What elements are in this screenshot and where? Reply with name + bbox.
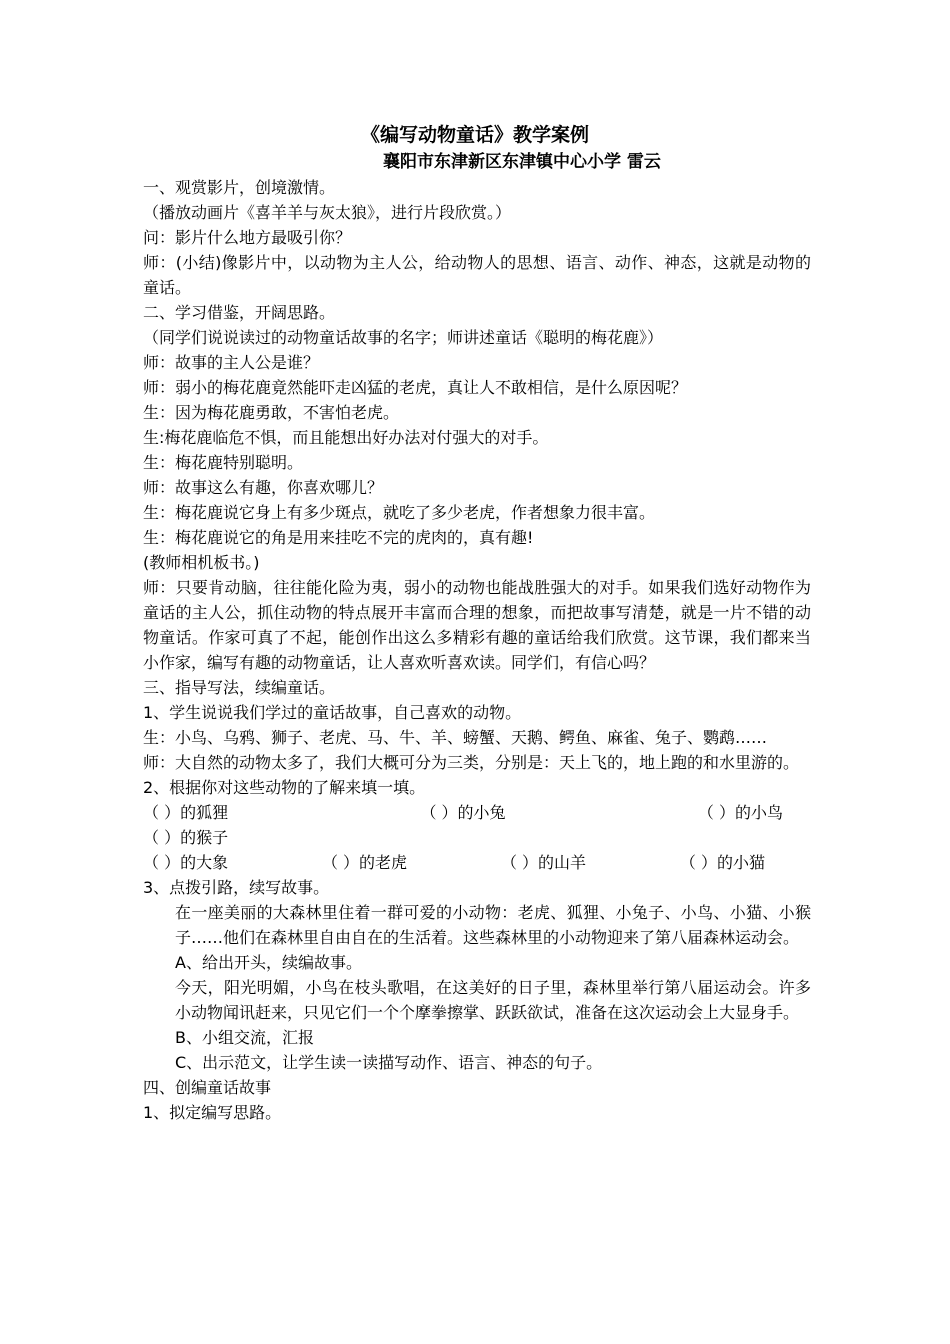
document-title: 《编写动物童话》教学案例: [360, 124, 589, 146]
fill-blank-row: [143, 800, 783, 825]
section-heading: 三、指导写法，续编童话。: [143, 678, 336, 697]
section-heading: 二、学习借鉴，开阔思路。: [143, 303, 336, 322]
paragraph: 3、点拨引路，续写故事。: [143, 878, 330, 897]
paragraph: 生:梅花鹿临危不惧，而且能想出好办法对付强大的对手。: [143, 428, 549, 447]
paragraph: （同学们说说读过的动物童话故事的名字；师讲述童话《聪明的梅花鹿》）: [143, 328, 664, 347]
paragraph: 师：弱小的梅花鹿竟然能吓走凶猛的老虎，真让人不敢相信，是什么原因呢？: [143, 378, 688, 397]
paragraph: A、给出开头，续编故事。: [175, 953, 362, 972]
paragraph: B、小组交流，汇报: [175, 1028, 314, 1047]
paragraph: 师：故事这么有趣，你喜欢哪儿？: [143, 478, 384, 497]
paragraph: 1、拟定编写思路。: [143, 1103, 282, 1122]
fill-blank: （ ）的狐狸: [143, 803, 229, 822]
fill-blank-row: [143, 850, 765, 875]
paragraph: 生：小鸟、乌鸦、狮子、老虎、马、牛、羊、螃蟹、天鹅、鳄鱼、麻雀、兔子、鹦鹉……: [143, 728, 768, 747]
paragraph: 师：只要肯动脑，往往能化险为夷，弱小的动物也能战胜强大的对手。如果我们选好动物作为童话的主人公，抓住动物的特点展开丰富而合理的想象，而把故事写清楚，就是一片不错的动物童话。作家可真了不起，能创作出这么多精彩有趣的童话给我们欣赏。这节课，我们都来当小作家，编写有趣的动物童话，让人喜欢听喜欢读。同学们，有信心吗？: [143, 578, 811, 672]
paragraph: 问：影片什么地方最吸引你？: [143, 228, 352, 247]
paragraph: 生：梅花鹿说它身上有多少斑点，就吃了多少老虎，作者想象力很丰富。: [143, 503, 656, 522]
fill-blank: （ ）的山羊: [500, 853, 587, 872]
fill-blank: （ ）的小猫: [679, 853, 765, 872]
paragraph: 今天，阳光明媚，小鸟在枝头歌唱，在这美好的日子里，森林里举行第八届运动会。许多小动物闻讯赶来，只见它们一个个摩拳擦掌、跃跃欲试，准备在这次运动会上大显身手。: [175, 978, 811, 1022]
fill-blank: （ ）的老虎: [321, 853, 408, 872]
paragraph: 生：梅花鹿特别聪明。: [143, 453, 304, 472]
fill-blank: （ ）的猴子: [143, 828, 229, 847]
paragraph: 生：梅花鹿说它的角是用来挂吃不完的虎肉的，真有趣!: [143, 528, 534, 547]
paragraph: 师：(小结)像影片中，以动物为主人公，给动物人的思想、语言、动作、神态，这就是动物的童话。: [143, 253, 811, 297]
section-heading: 四、创编童话故事: [143, 1078, 272, 1097]
fill-blank: （ ）的小鸟: [697, 803, 783, 822]
fill-blank: （ ）的小兔: [420, 803, 506, 822]
paragraph: （播放动画片《喜羊羊与灰太狼》，进行片段欣赏。）: [143, 203, 512, 222]
paragraph: 师：故事的主人公是谁？: [143, 353, 320, 372]
paragraph: 1、学生说说我们学过的童话故事，自己喜欢的动物。: [143, 703, 522, 722]
paragraph: C、出示范文，让学生读一读描写动作、语言、神态的句子。: [175, 1053, 603, 1072]
paragraph: 师：大自然的动物太多了，我们大概可分为三类，分别是：天上飞的，地上跑的和水里游的。: [143, 753, 800, 772]
document-body: [143, 175, 811, 1125]
section-heading: 一、观赏影片，创境激情。: [143, 178, 336, 197]
fill-blank: （ ）的大象: [143, 853, 229, 872]
paragraph: (教师相机板书。): [143, 553, 260, 572]
paragraph: 2、根据你对这些动物的了解来填一填。: [143, 778, 426, 797]
paragraph: 生：因为梅花鹿勇敢，不害怕老虎。: [143, 403, 400, 422]
author-line: 襄阳市东津新区东津镇中心小学 雷云: [383, 152, 661, 172]
paragraph: 在一座美丽的大森林里住着一群可爱的小动物：老虎、狐狸、小兔子、小鸟、小猫、小猴子……他们在森林里自由自在的生活着。这些森林里的小动物迎来了第八届森林运动会。: [175, 903, 811, 947]
